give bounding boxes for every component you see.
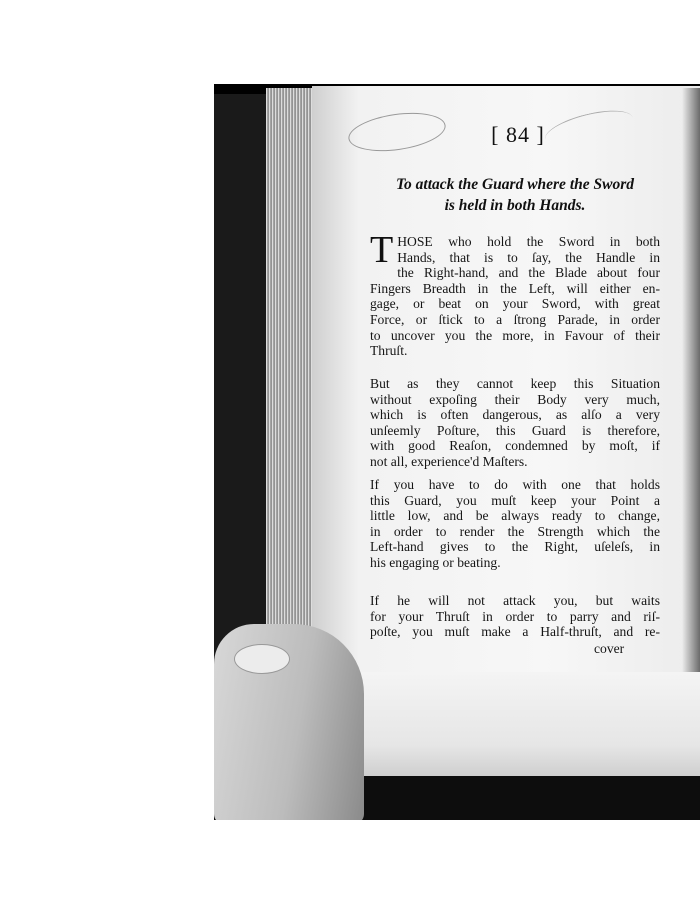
text-line: If he will not attack you, but waits <box>370 593 660 608</box>
text-line: If you have to do with one that holds <box>370 477 660 492</box>
text-line: Fingers Breadth in the Left, will either en- <box>370 280 660 296</box>
text-line: without expoſing their Body very much, <box>370 391 660 407</box>
text-line: Left-hand gives to the Right, uſeleſs, in <box>370 539 660 555</box>
text-line: to uncover you the more, in Favour of their <box>370 327 660 343</box>
text-line: poſte, you muſt make a Half-thruſt, and re- <box>370 624 660 640</box>
paragraph-3 <box>370 477 660 571</box>
paragraph-2 <box>370 376 660 470</box>
text-line: his engaging or beating. <box>370 554 501 570</box>
thumbnail <box>234 644 290 674</box>
text-line: little low, and be always ready to change, <box>370 508 660 524</box>
paragraph-4 <box>370 593 660 640</box>
text-line: Force, or ſtick to a ſtrong Parade, in order <box>370 311 660 327</box>
text-line: Hands, that is to ſay, the Handle in <box>397 249 660 265</box>
text-line: which is often dangerous, as alſo a very <box>370 407 660 423</box>
catchword: cover <box>594 641 625 656</box>
page-edges <box>266 88 314 688</box>
text-line: with good Reaſon, condemned by moſt, if <box>370 438 660 454</box>
text-line: gage, or beat on your Sword, with great <box>370 296 660 312</box>
section-heading <box>370 174 660 216</box>
text-line: But as they cannot keep this Situation <box>370 376 660 391</box>
text-line: HOSE who hold the Sword in both <box>397 234 660 249</box>
text-line: not all, experience'd Maſters. <box>370 453 528 469</box>
text-line: the Right-hand, and the Blade about four <box>397 265 660 281</box>
drop-cap: T <box>370 229 394 271</box>
text-line: this Guard, you muſt keep your Point a <box>370 492 660 508</box>
heading-line: is held in both Hands. <box>444 197 586 214</box>
heading-line: To attack the Guard where the Sword <box>396 176 634 193</box>
paragraph-1 <box>370 229 660 359</box>
gutter-shadow <box>682 88 700 688</box>
text-line: for your Thruſt in order to parry and riſ- <box>370 608 660 624</box>
text-line: Thruſt. <box>370 343 408 359</box>
text-line: in order to render the Strength which the <box>370 523 660 539</box>
book-photo <box>214 84 700 820</box>
page-number: [ 84 ] <box>491 122 545 147</box>
text-line: unſeemly Poſture, this Guard is therefore, <box>370 422 660 438</box>
